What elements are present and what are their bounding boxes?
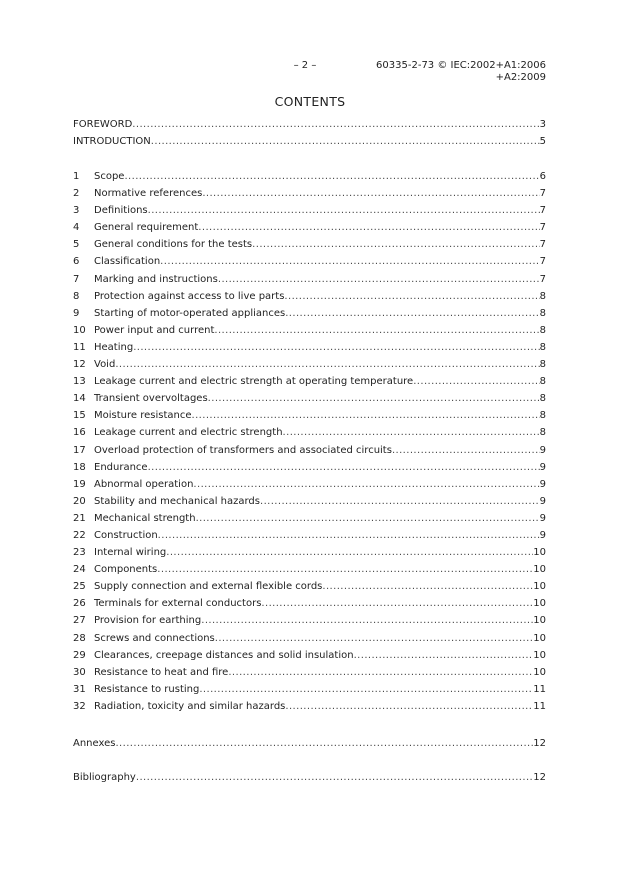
toc-entry-number: 28: [73, 632, 86, 644]
dot-leader: [148, 202, 540, 219]
toc-entry-page: 8: [539, 290, 546, 302]
toc-entry-clause-29[interactable]: [73, 647, 546, 664]
dot-leader: [228, 664, 533, 681]
toc-entry-number: 2: [73, 188, 80, 200]
toc-entry-clause-26[interactable]: [73, 595, 546, 612]
dot-leader: [124, 168, 539, 185]
toc-entry-number: 4: [73, 222, 80, 234]
toc-entry-number: 11: [73, 341, 86, 353]
dot-leader: [166, 544, 533, 561]
toc-entry-page: 9: [539, 529, 546, 541]
toc-entry-label: Protection against access to live parts: [94, 290, 285, 302]
toc-entry-number: 10: [73, 324, 86, 336]
toc-entry-page: 12: [533, 738, 546, 749]
toc-entry-page: 9: [539, 444, 546, 456]
toc-entry-number: 19: [73, 478, 86, 490]
standard-reference: [376, 60, 546, 84]
toc-entry-page: 10: [533, 615, 546, 627]
dot-leader: [115, 356, 539, 373]
toc-entry-clause-24[interactable]: [73, 561, 546, 578]
toc-entry-number: 16: [73, 427, 86, 439]
toc-entry-clause-16[interactable]: [73, 424, 546, 441]
dot-leader: [218, 271, 540, 288]
toc-entry-label: Overload protection of transformers and associated circuits: [94, 444, 392, 456]
toc-entry-page: 9: [539, 512, 546, 524]
toc-entry-bibliography[interactable]: [73, 769, 546, 786]
dot-leader: [214, 322, 539, 339]
dot-leader: [260, 493, 540, 510]
toc-entry-page: 7: [539, 256, 546, 268]
toc-entry-label: Normative references: [94, 188, 203, 200]
dot-leader: [215, 630, 534, 647]
toc-entry-clause-3[interactable]: [73, 202, 546, 219]
toc-entry-number: 5: [73, 239, 80, 251]
dot-leader: [284, 288, 539, 305]
dot-leader: [151, 133, 540, 150]
toc-entry-label: General conditions for the tests: [94, 239, 253, 251]
toc-entry-page: 7: [539, 273, 546, 285]
toc-entry-page: 10: [533, 564, 546, 576]
dot-leader: [201, 612, 533, 629]
toc-entry-label: Supply connection and external flexible cords: [94, 581, 323, 593]
page-number: – 2 –: [293, 60, 317, 71]
toc-entry-number: 14: [73, 393, 86, 405]
toc-entry-label: Definitions: [94, 205, 148, 217]
toc-entry-number: 25: [73, 581, 86, 593]
dot-leader: [208, 390, 540, 407]
toc-entry-label: Construction: [94, 529, 158, 541]
dot-leader: [198, 219, 539, 236]
toc-entry-number: 12: [73, 359, 86, 371]
toc-entry-page: 9: [539, 478, 546, 490]
toc-entry-clause-12[interactable]: [73, 356, 546, 373]
dot-leader: [285, 305, 539, 322]
toc-entry-page: 10: [533, 666, 546, 678]
dot-leader: [322, 578, 533, 595]
toc-entry-number: 22: [73, 529, 86, 541]
toc-entry-clause-2[interactable]: [73, 185, 546, 202]
toc-entry-label: Void: [94, 359, 116, 371]
toc-entry-clause-19[interactable]: [73, 476, 546, 493]
toc-front-matter: [73, 116, 546, 150]
toc-bibliography: [73, 769, 546, 786]
toc-entry-introduction[interactable]: [73, 133, 546, 150]
toc-entry-page: 10: [533, 581, 546, 593]
toc-entry-label: Leakage current and electric strength at operating temperature: [94, 376, 414, 388]
dot-leader: [133, 339, 539, 356]
toc-entry-clause-17[interactable]: [73, 442, 546, 459]
toc-entry-number: 8: [73, 290, 80, 302]
toc-entry-clause-9[interactable]: [73, 305, 546, 322]
toc-entry-label: Radiation, toxicity and similar hazards: [94, 700, 286, 712]
toc-clauses: [73, 168, 546, 715]
toc-entry-page: 10: [533, 547, 546, 559]
toc-entry-label: Internal wiring: [94, 547, 167, 559]
toc-entry-clause-11[interactable]: [73, 339, 546, 356]
dot-leader: [354, 647, 534, 664]
toc-entry-page: 7: [539, 205, 546, 217]
dot-leader: [202, 185, 539, 202]
toc-entry-page: 10: [533, 649, 546, 661]
toc-entry-annexes[interactable]: [73, 735, 546, 752]
dot-leader: [252, 236, 539, 253]
toc-entry-label: Components: [94, 564, 158, 576]
dot-leader: [148, 459, 540, 476]
toc-entry-page: 8: [539, 324, 546, 336]
toc-entry-label: Resistance to rusting: [94, 683, 200, 695]
toc-entry-clause-32[interactable]: [73, 698, 546, 715]
toc-annexes: [73, 735, 546, 752]
toc-entry-clause-25[interactable]: [73, 578, 546, 595]
toc-entry-clause-23[interactable]: [73, 544, 546, 561]
toc-entry-page: 11: [533, 683, 546, 695]
toc-entry-label: Transient overvoltages: [94, 393, 208, 405]
toc-entry-label: Heating: [94, 341, 134, 353]
dot-leader: [192, 407, 540, 424]
page-title: CONTENTS: [274, 94, 346, 109]
toc-entry-page: 12: [533, 772, 546, 783]
toc-entry-number: 9: [73, 307, 80, 319]
dot-leader: [158, 527, 540, 544]
toc-entry-clause-31[interactable]: [73, 681, 546, 698]
toc-entry-label: FOREWORD: [73, 119, 133, 130]
toc-entry-label: Stability and mechanical hazards: [94, 495, 260, 507]
toc-entry-label: Resistance to heat and fire: [94, 666, 229, 678]
dot-leader: [115, 735, 533, 752]
toc-entry-number: 20: [73, 495, 86, 507]
toc-entry-label: Screws and connections: [94, 632, 215, 644]
toc-entry-label: Abnormal operation: [94, 478, 194, 490]
toc-entry-clause-6[interactable]: [73, 253, 546, 270]
toc-entry-label: Provision for earthing: [94, 615, 202, 627]
toc-entry-page: 10: [533, 632, 546, 644]
toc-entry-page: 7: [539, 239, 546, 251]
dot-leader: [157, 561, 533, 578]
toc-entry-label: Marking and instructions: [94, 273, 218, 285]
toc-entry-clause-13[interactable]: [73, 373, 546, 390]
toc-entry-label: Terminals for external conductors: [94, 598, 262, 610]
toc-entry-number: 15: [73, 410, 86, 422]
toc-entry-label: Endurance: [94, 461, 148, 473]
toc-entry-page: 7: [539, 222, 546, 234]
toc-entry-page: 8: [539, 376, 546, 388]
toc-entry-clause-14[interactable]: [73, 390, 546, 407]
toc-entry-label: Power input and current: [94, 324, 215, 336]
toc-entry-number: 21: [73, 512, 86, 524]
dot-leader: [392, 442, 540, 459]
toc-entry-page: 11: [533, 700, 546, 712]
toc-entry-clause-27[interactable]: [73, 612, 546, 629]
dot-leader: [285, 698, 533, 715]
toc-entry-clause-20[interactable]: [73, 493, 546, 510]
dot-leader: [193, 476, 539, 493]
toc-entry-number: 18: [73, 461, 86, 473]
toc-entry-label: Scope: [94, 171, 125, 182]
toc-entry-number: 23: [73, 547, 86, 559]
toc-entry-number: 29: [73, 649, 86, 661]
toc-entry-page: 6: [539, 171, 546, 182]
toc-entry-page: 8: [539, 410, 546, 422]
toc-entry-clause-22[interactable]: [73, 527, 546, 544]
toc-entry-number: 27: [73, 615, 86, 627]
toc-entry-number: 24: [73, 564, 86, 576]
toc-entry-label: Classification: [94, 256, 161, 268]
toc-entry-page: 8: [539, 341, 546, 353]
dot-leader: [199, 681, 533, 698]
toc-entry-page: 7: [539, 188, 546, 200]
dot-leader: [261, 595, 533, 612]
toc-entry-label: Moisture resistance: [94, 410, 192, 422]
toc-entry-page: 8: [539, 307, 546, 319]
toc-entry-number: 31: [73, 683, 86, 695]
standard-reference-line-2: +A2:2009: [495, 72, 546, 83]
toc-entry-clause-30[interactable]: [73, 664, 546, 681]
toc-entry-number: 3: [73, 205, 80, 217]
toc-entry-foreword[interactable]: [73, 116, 546, 133]
toc-entry-clause-8[interactable]: [73, 288, 546, 305]
toc-entry-number: 7: [73, 273, 80, 285]
toc-entry-page: 8: [539, 359, 546, 371]
toc-entry-clause-1[interactable]: [73, 168, 546, 185]
toc-entry-page: 10: [533, 598, 546, 610]
toc-entry-page: 5: [539, 136, 546, 148]
toc-entry-page: 9: [539, 461, 546, 473]
toc-entry-clause-10[interactable]: [73, 322, 546, 339]
toc-entry-number: 1: [73, 171, 80, 182]
toc-entry-label: Mechanical strength: [94, 512, 196, 524]
toc-entry-number: 26: [73, 598, 86, 610]
toc-entry-clause-7[interactable]: [73, 271, 546, 288]
toc-entry-clause-18[interactable]: [73, 459, 546, 476]
standard-reference-line-1: 60335-2-73 © IEC:2002+A1:2006: [376, 60, 546, 71]
toc-entry-clause-5[interactable]: [73, 236, 546, 253]
dot-leader: [196, 510, 540, 527]
dot-leader: [136, 769, 533, 786]
dot-leader: [283, 424, 540, 441]
toc-entry-page: 3: [539, 119, 546, 130]
dot-leader: [413, 373, 539, 390]
toc-entry-page: 8: [539, 427, 546, 439]
toc-entry-label: Annexes: [73, 738, 116, 749]
toc-entry-label: Starting of motor-operated appliances: [94, 307, 286, 319]
toc-entry-number: 17: [73, 444, 86, 456]
dot-leader: [160, 253, 539, 270]
toc-entry-label: Bibliography: [73, 772, 136, 783]
toc-entry-label: General requirement: [94, 222, 199, 234]
toc-entry-page: 8: [539, 393, 546, 405]
dot-leader: [132, 116, 539, 133]
toc-entry-number: 13: [73, 376, 86, 388]
toc-entry-number: 32: [73, 700, 86, 712]
toc-entry-label: Leakage current and electric strength: [94, 427, 283, 439]
toc-entry-clause-15[interactable]: [73, 407, 546, 424]
toc-entry-clause-21[interactable]: [73, 510, 546, 527]
toc-entry-page: 9: [539, 495, 546, 507]
toc-entry-number: 30: [73, 666, 86, 678]
toc-entry-clause-4[interactable]: [73, 219, 546, 236]
toc-entry-number: 6: [73, 256, 80, 268]
toc-entry-label: Clearances, creepage distances and solid insulation: [94, 649, 354, 661]
toc-entry-label: INTRODUCTION: [73, 136, 151, 148]
toc-entry-clause-28[interactable]: [73, 630, 546, 647]
